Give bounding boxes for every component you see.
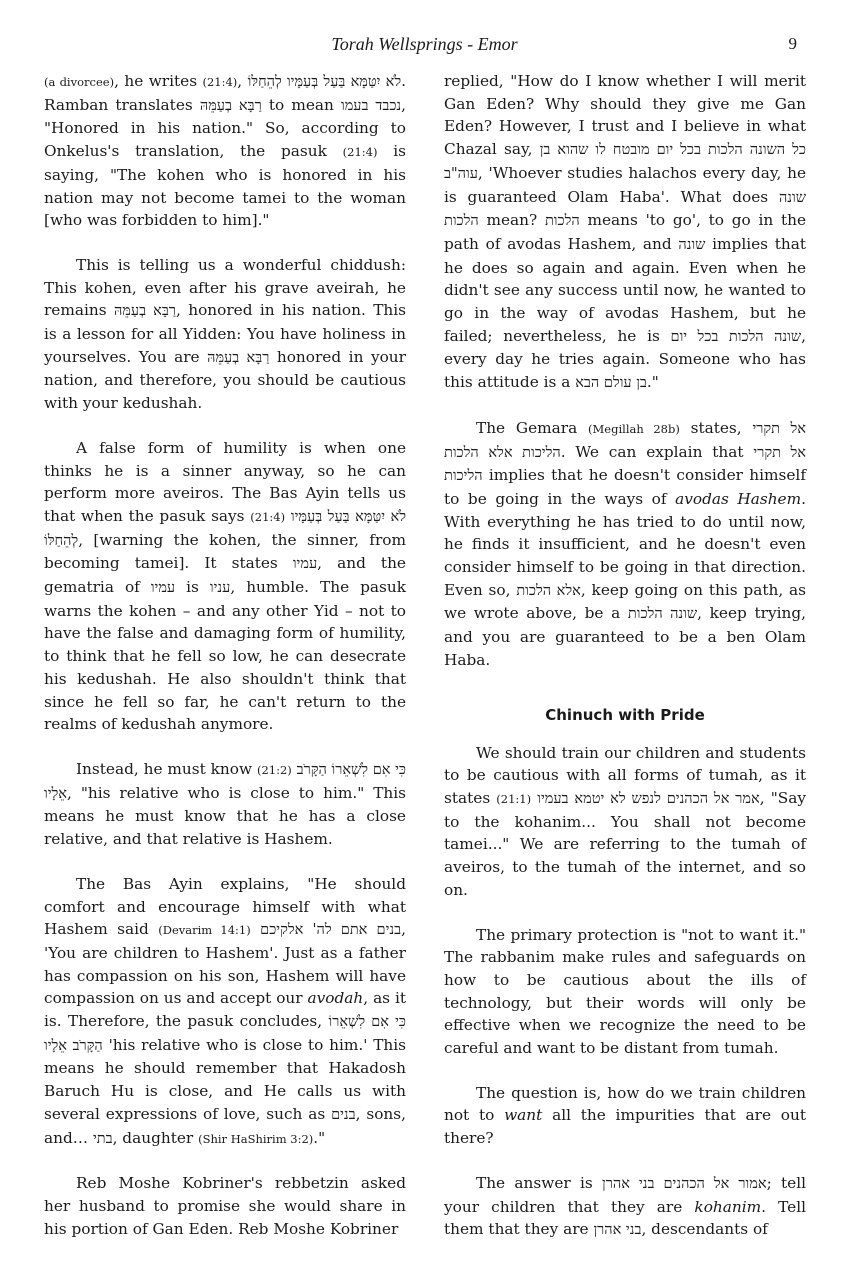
paragraph: The primary protection is "not to want it." The rabbanim make rules and safeguards on how to be cautious about the ills of technology, but their words will only be effective when we recognize the need to be careful and want to be distant from tumah.: [444, 925, 806, 1058]
paragraph: replied, "How do I know whether I will merit Gan Eden? Why should they give me Gan Eden? However, I trust and I believe in what Chazal say, כל השונה הלכות בכל יום מובטח לו שהוא בן עוה"ב, 'Whoever studies halachos every day, he is guaranteed Olam Haba'. What does שונה הלכות mean? הלכות means 'to go', to go in the path of avodas Hashem, and שונה implies that he does so again and again. Even when he didn't see any success until now, he wanted to go in the way of avodas Hashem, but he failed; nevertheless, he is שונה הלכות בכל יום, every day he tries again. Someone who has this attitude is a בן עולם הבא.": [444, 72, 807, 392]
paragraph: This is telling us a wonderful chiddush: This kohen, even after his grave aveirah, he remains רַבָּא בְעַמֵּהּ, honored in his nation. This is a lesson for all Yidden: You have holiness in yourselves. You are רַבָּא בְעַמֵּהּ honored in your nation, and therefore, you should be cautious with your kedushah.: [44, 255, 406, 413]
left-column: [44, 70, 406, 1262]
page-number: 9: [788, 34, 797, 53]
paragraph: A false form of humility is when one thinks he is a sinner anyway, so he can perform more aveiros. The Bas Ayin tells us that when the pasuk says (21:4) לֹא יִטַּמָּא בַּעַל בְּעַמָּיו לְהֵחַלּוֹ, [warning the kohen, the sinner, from becoming tamei]. It states עמיו, and the gematria of עמיו is עניו, humble. The pasuk warns the kohen – and any other Yid – not to have the false and damaging form of humility, to think that he fell so low, he can desecrate his kedushah. He also shouldn't think that since he fell so far, he can't return to the realms of kedushah anymore.: [44, 438, 407, 734]
paragraph: The answer is אמור אל הכהנים בני אהרן; tell your children that they are kohanim. Tell them that they are בני אהרן, descendants of: [444, 1173, 807, 1239]
paragraph: The Bas Ayin explains, "He should comfort and encourage himself with what Hashem said (Devarim 14:1) בנים אתם לה' אלקיכם, 'You are children to Hashem'. Just as a father has compassion on his son, Hashem will have compassion on us and accept our avodah, as it is. Therefore, the pasuk concludes, כִּי אִם לִשְׁאֵרוֹ הַקָּרֹב אֵלָיו 'his relative who is close to him.' This means he should remember that Hakadosh Baruch Hu is close, and He calls us with several expressions of love, such as בנים, sons, and… בתי, daughter (Shir HaShirim 3:2).": [44, 874, 407, 1147]
right-column: [444, 70, 806, 1264]
paragraph: The question is, how do we train children not to want all the impurities that are out there?: [444, 1083, 806, 1148]
section-heading: Chinuch with Pride: [545, 705, 705, 724]
paragraph: (a divorcee), he writes (21:4), לֹא יִטַּמָּא בַּעַל בְּעַמָּיו לְהֵחַלּוֹ. Ramban translates רַבָּא בְעַמֵּהּ to mean נכבד בעמו, "Honored in his nation." So, according to Onkelus's translation, the pasuk (21:4) is saying, "The kohen who is honored in his nation may not become tamei to the woman [who was forbidden to him].": [44, 72, 406, 230]
running-title: Torah Wellsprings - Emor: [331, 34, 518, 54]
paragraph: We should train our children and students to be cautious with all forms of tumah, as it states (21:1) אמר אל הכהנים לנפש לא יטמא בעמיו, "Say to the kohanim... You shall not become tamei..." We are referring to the tumah of aveiros, to the tumah of the internet, and so on.: [444, 743, 806, 899]
paragraph: Instead, he must know (21:2) כִּי אִם לִשְׁאֵרוֹ הַקָּרֹב אֵלָיו, "his relative who is close to him." This means he must know that he has a close relative, and that relative is Hashem.: [44, 759, 406, 849]
page-header: [0, 34, 849, 58]
paragraph: The Gemara (Megillah 28b) states, אל תקרי הליכות אלא הלכות. We can explain that אל תקרי הליכות implies that he doesn't consider himself to be going in the ways of avodas Hashem. With everything he has tried to do until now, he finds it insufficient, and he doesn't even consider himself to be going in that direction. Even so, אלא הלכות, keep going on this path, as we wrote above, be a שונה הלכות, keep trying, and you are guaranteed to be a ben Olam Haba.: [444, 418, 806, 669]
paragraph: Reb Moshe Kobriner's rebbetzin asked her husband to promise she would share in his portion of Gan Eden. Reb Moshe Kobriner: [44, 1174, 406, 1238]
